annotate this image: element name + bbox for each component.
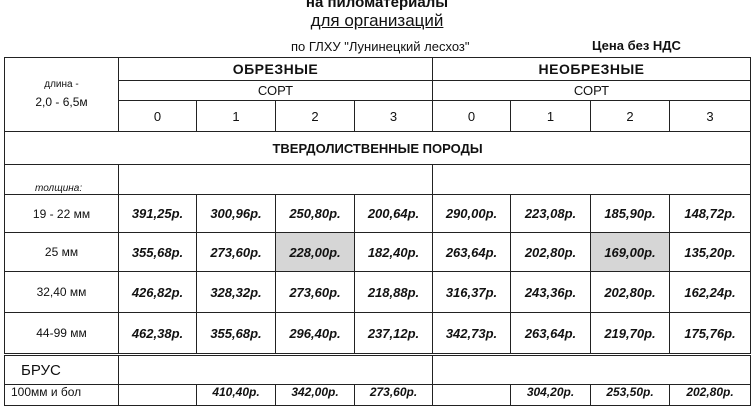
- price-cell: 218,88р.: [355, 272, 433, 313]
- sort-label-unedged: СОРТ: [433, 81, 751, 101]
- price-cell: 202,80р.: [591, 272, 670, 313]
- price-cell: 391,25р.: [119, 195, 197, 233]
- price-cell: 182,40р.: [355, 233, 433, 272]
- price-cell: 200,64р.: [355, 195, 433, 233]
- grade-edged-2: 2: [276, 101, 355, 132]
- row-label: 32,40 мм: [5, 272, 119, 313]
- price-cell: 342,73р.: [433, 313, 511, 354]
- blank-unedged: [433, 165, 751, 195]
- vat-note: Цена без НДС: [592, 38, 681, 53]
- price-cell: 219,70р.: [591, 313, 670, 354]
- price-cell-highlighted: 228,00р.: [276, 233, 355, 272]
- price-cell: [433, 385, 511, 406]
- price-cell: 237,12р.: [355, 313, 433, 354]
- price-cell: 328,32р.: [197, 272, 276, 313]
- price-cell: 355,68р.: [119, 233, 197, 272]
- price-cell: 300,96р.: [197, 195, 276, 233]
- brus-blank-edged: [119, 356, 433, 385]
- grade-unedged-2: 2: [591, 101, 670, 132]
- price-cell: 185,90р.: [591, 195, 670, 233]
- brus-row-label: 100мм и бол: [5, 385, 119, 406]
- group-unedged: НЕОБРЕЗНЫЕ: [433, 58, 751, 81]
- price-cell: 273,60р.: [355, 385, 433, 406]
- price-cell: 410,40р.: [197, 385, 276, 406]
- price-table: [4, 57, 751, 354]
- row-label: 25 мм: [5, 233, 119, 272]
- price-cell: 273,60р.: [276, 272, 355, 313]
- brus-label: БРУС: [5, 356, 119, 385]
- length-value: 2,0 - 6,5м: [35, 94, 88, 109]
- price-cell: 135,20р.: [670, 233, 751, 272]
- price-cell: 342,00р.: [276, 385, 355, 406]
- grade-edged-3: 3: [355, 101, 433, 132]
- price-cell: 243,36р.: [511, 272, 591, 313]
- length-cell: [5, 58, 119, 132]
- grade-unedged-1: 1: [511, 101, 591, 132]
- price-cell: 304,20р.: [511, 385, 591, 406]
- price-cell-highlighted: 169,00р.: [591, 233, 670, 272]
- price-cell: 355,68р.: [197, 313, 276, 354]
- organization-label: по ГЛХУ "Лунинецкий лесхоз": [291, 39, 470, 54]
- row-label: 44-99 мм: [5, 313, 119, 354]
- group-edged: ОБРЕЗНЫЕ: [119, 58, 433, 81]
- price-cell: 296,40р.: [276, 313, 355, 354]
- grade-edged-1: 1: [197, 101, 276, 132]
- brus-table: [4, 355, 751, 406]
- sort-label-edged: СОРТ: [119, 81, 433, 101]
- price-cell: 263,64р.: [511, 313, 591, 354]
- price-cell: 175,76р.: [670, 313, 751, 354]
- price-cell: 426,82р.: [119, 272, 197, 313]
- length-label: длина -: [44, 78, 79, 90]
- price-cell: 253,50р.: [591, 385, 670, 406]
- blank-edged: [119, 165, 433, 195]
- price-cell: 148,72р.: [670, 195, 751, 233]
- price-cell: 202,80р.: [670, 385, 751, 406]
- price-cell: 290,00р.: [433, 195, 511, 233]
- price-cell: 273,60р.: [197, 233, 276, 272]
- price-cell: 202,80р.: [511, 233, 591, 272]
- price-cell: 263,64р.: [433, 233, 511, 272]
- section-hardwood: ТВЕРДОЛИСТВЕННЫЕ ПОРОДЫ: [5, 132, 751, 165]
- price-cell: 223,08р.: [511, 195, 591, 233]
- price-cell: 462,38р.: [119, 313, 197, 354]
- grade-edged-0: 0: [119, 101, 197, 132]
- grade-unedged-0: 0: [433, 101, 511, 132]
- thickness-label: толщина:: [5, 165, 119, 195]
- grade-unedged-3: 3: [670, 101, 751, 132]
- title-line-1: на пиломатериалы: [305, 0, 449, 11]
- price-cell: 250,80р.: [276, 195, 355, 233]
- price-cell: 162,24р.: [670, 272, 751, 313]
- brus-blank-unedged: [433, 356, 751, 385]
- title-line-2: для организаций: [310, 11, 444, 30]
- row-label: 19 - 22 мм: [5, 195, 119, 233]
- price-cell: [119, 385, 197, 406]
- price-cell: 316,37р.: [433, 272, 511, 313]
